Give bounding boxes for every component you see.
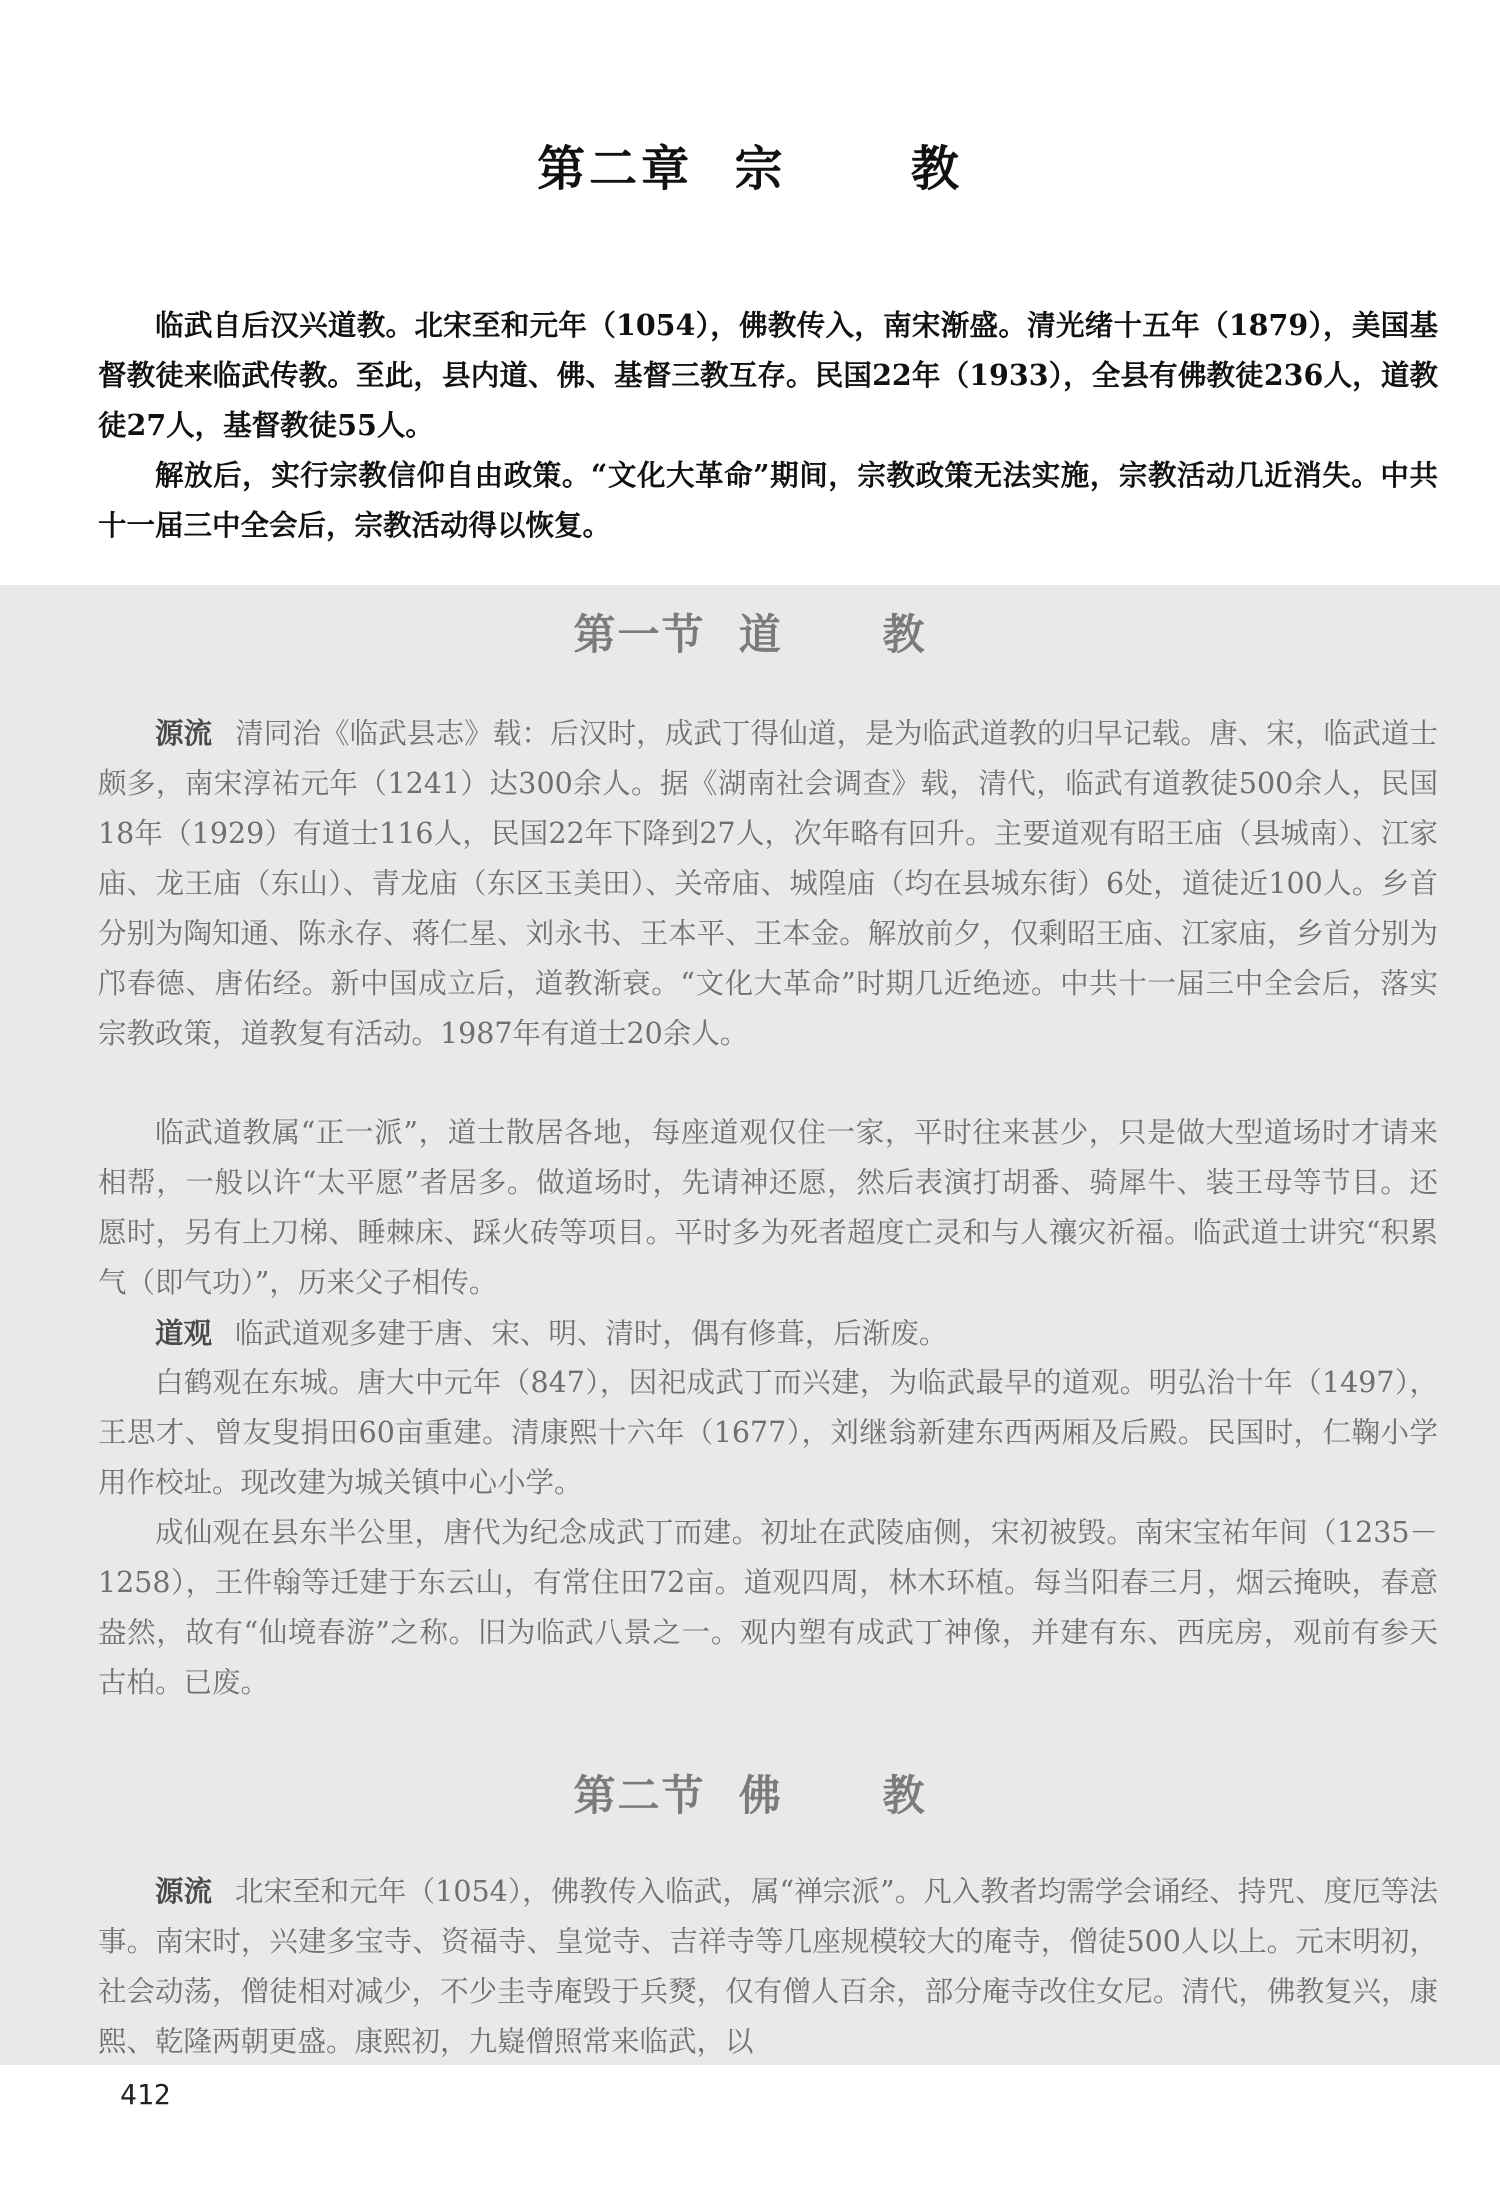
intro-paragraph-2: 解放后，实行宗教信仰自由政策。“文化大革命”期间，宗教政策无法实施，宗教活动几近消失。中共十一届三中全会后，宗教活动得以恢复。 (98, 458, 1438, 542)
intro-paragraph-1: 临武自后汉兴道教。北宋至和元年（1054），佛教传入，南宋渐盛。清光绪十五年（1879），美国基督教徒来临武传教。至此，县内道、佛、基督三教互存。民国22年（1933），全县有佛教徒236人，道教徒27人，基督教徒55人。 (98, 308, 1438, 442)
section-title-buddhism: 第二节 佛 教 (573, 1771, 927, 1820)
paragraph-text: 临武道教属“正一派”，道士散居各地，每座道观仅住一家，平时往来甚少，只是做大型道场时才请来相帮，一般以许“太平愿”者居多。做道场时，先请神还愿，然后表演打胡番、骑犀牛、装王母等节目。还愿时，另有上刀梯、睡棘床、踩火砖等项目。平时多为死者超度亡灵和与人禳灾祈福。临武道士讲究“积累气（即气功）”，历来父子相传。 (98, 1116, 1438, 1299)
chapter-title: 第二章 宗 教 (537, 141, 963, 197)
paragraph-text: 北宋至和元年（1054），佛教传入临武，属“禅宗派”。凡入教者均需学会诵经、持咒、度厄等法事。南宋时，兴建多宝寺、资福寺、皇觉寺、吉祥寺等几座规模较大的庵寺，僧徒500人以上。元末明初，社会动荡，僧徒相对减少，不少圭寺庵毁于兵燹，仅有僧人百余，部分庵寺改住女尼。清代，佛教复兴，康熙、乾隆两朝更盛。康熙初，九嶷僧照常来临武，以 (98, 1875, 1438, 2058)
section-title-taoism: 第一节 道 教 (573, 610, 927, 659)
chengxian-temple-paragraph (98, 1508, 1438, 1708)
taoist-temples-paragraph (98, 1308, 1438, 1359)
paragraph-text: 成仙观在县东半公里，唐代为纪念成武丁而建。初址在武陵庙侧，宋初被毁。南宋宝祐年间（1235－1258），王件翰等迁建于东云山，有常住田72亩。道观四周，林木环植。每当阳春三月，烟云掩映，春意盎然，故有“仙境春游”之称。旧为临武八景之一。观内塑有成武丁神像，并建有东、西庑房，观前有参天古柏。已废。 (98, 1516, 1438, 1699)
taoism-practice-paragraph (98, 1108, 1438, 1308)
paragraph-term: 源流 (155, 1874, 213, 1908)
paragraph-text: 临武道观多建于唐、宋、明、清时，偶有修葺，后渐废。 (234, 1317, 948, 1350)
paragraph-text: 白鹤观在东城。唐大中元年（847），因祀成武丁而兴建，为临武最早的道观。明弘治十年（1497），王思才、曾友叟捐田60亩重建。清康熙十六年（1677），刘继翁新建东西两厢及后殿。民国时，仁鞠小学用作校址。现改建为城关镇中心小学。 (98, 1366, 1438, 1499)
paragraph-term: 道观 (155, 1316, 213, 1350)
baihe-temple-paragraph (98, 1358, 1438, 1508)
buddhism-origin-paragraph (98, 1866, 1438, 2067)
page-number: 412 (120, 2078, 171, 2111)
paragraph-term: 源流 (155, 716, 213, 750)
paragraph-text: 清同治《临武县志》载：后汉时，成武丁得仙道，是为临武道教的归早记载。唐、宋，临武道士颇多，南宋淳祐元年（1241）达300余人。据《湖南社会调查》载，清代，临武有道教徒500余人，民国18年（1929）有道士116人，民国22年下降到27人，次年略有回升。主要道观有昭王庙（县城南）、江家庙、龙王庙（东山）、青龙庙（东区玉美田）、关帝庙、城隍庙（均在县城东街）6处，道徒近100人。乡首分别为陶知通、陈永存、蒋仁星、刘永书、王本平、王本金。解放前夕，仅剩昭王庙、江家庙，乡首分别为邝春德、唐佑经。新中国成立后，道教渐衰。“文化大革命”时期几近绝迹。中共十一届三中全会后，落实宗教政策，道教复有活动。1987年有道士20余人。 (98, 717, 1438, 1050)
taoism-origin-paragraph (98, 708, 1438, 1059)
